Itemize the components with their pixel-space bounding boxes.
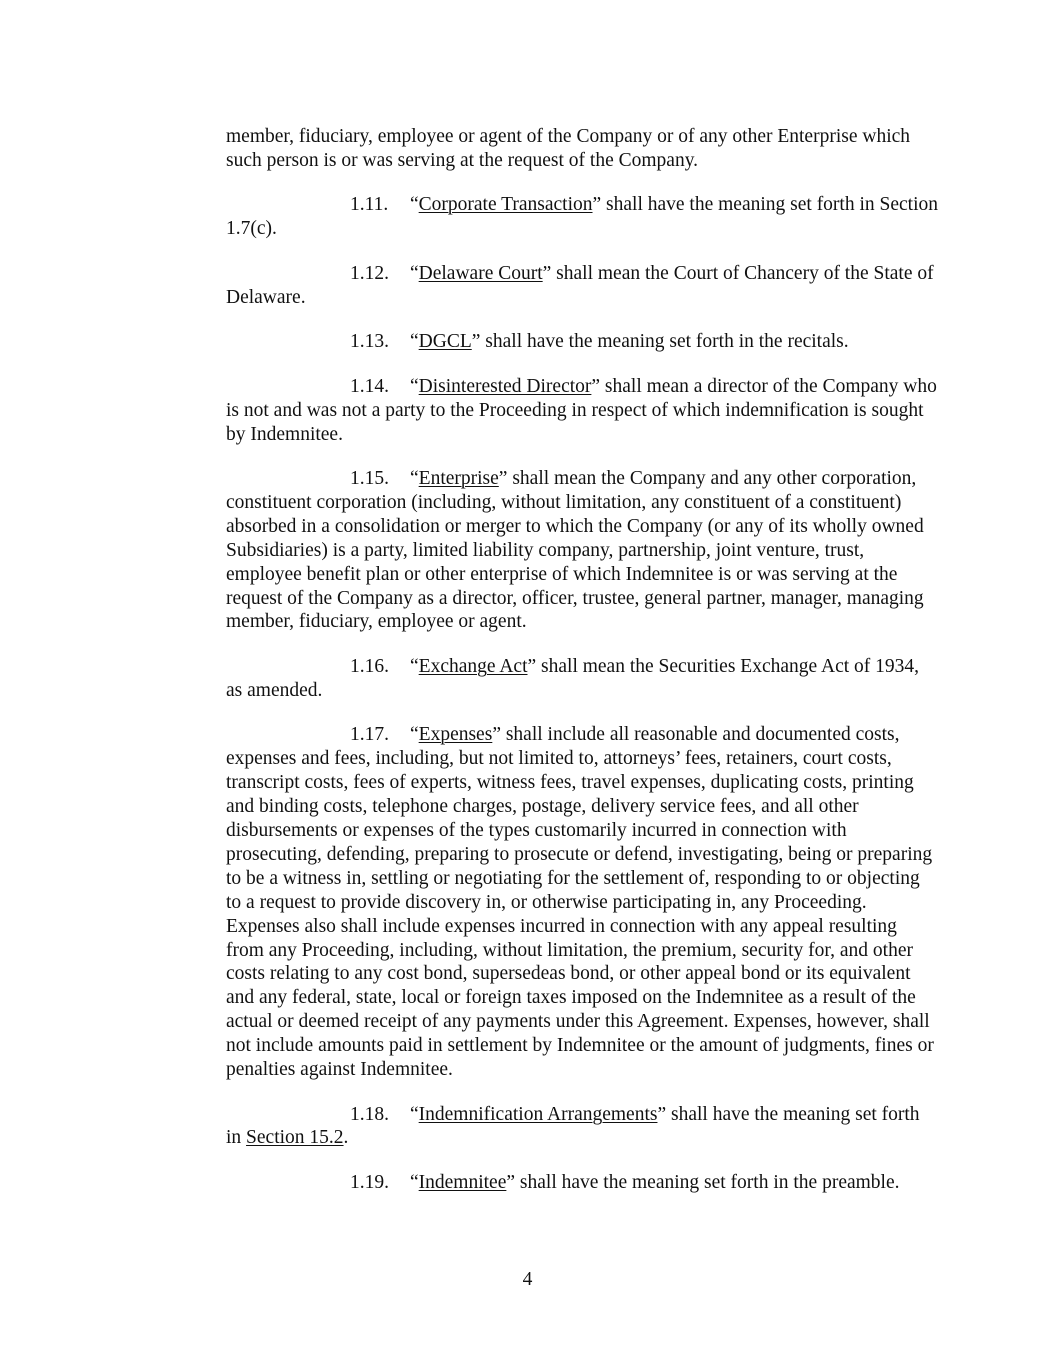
section-number: 1.11. bbox=[350, 194, 389, 216]
open-quote: “ bbox=[410, 1171, 419, 1193]
section-number: 1.17. bbox=[350, 724, 389, 746]
definition-text: ” shall have the meaning set forth in the preamble. bbox=[506, 1171, 900, 1193]
defined-term: Enterprise bbox=[418, 468, 499, 490]
section-number: 1.18. bbox=[350, 1103, 389, 1125]
defined-term: Expenses bbox=[418, 724, 493, 746]
definition-1-15 bbox=[226, 467, 938, 634]
section-number: 1.12. bbox=[350, 262, 389, 284]
section-number: 1.14. bbox=[350, 375, 389, 397]
definition-text: ” shall include all reasonable and documented costs, expenses and fees, including, but not limited to, attorneys’ fees, retainers, court costs, transcript costs, fees of experts, witness fees, travel expenses, duplicating costs, printing and binding costs, telephone charges, postage, delivery service fees, and all other disbursements or expenses of the types customarily incurred in connection with prosecuting, defending, preparing to prosecute or defend, investigating, being or preparing to be a witness in, settling or negotiating for the settlement of, responding to or objecting to a request to provide discovery in, or otherwise participating in, any Proceeding. Expenses also shall include expenses incurred in connection with any appeal resulting from any Proceeding, including, without limitation, the premium, security for, and other costs relating to any cost bond, supersedeas bond, or other appeal bond or its equivalent and any federal, state, local or foreign taxes imposed on the Indemnitee as a result of the actual or deemed receipt of any payments under this Agreement. Expenses, however, shall not include amounts paid in settlement by Indemnitee or the amount of judgments, fines or penalties against Indemnitee. bbox=[226, 724, 934, 1081]
page-number: 4 bbox=[522, 1269, 533, 1290]
definition-1-16 bbox=[226, 655, 938, 703]
section-number: 1.19. bbox=[350, 1171, 389, 1193]
defined-term: Corporate Transaction bbox=[418, 194, 593, 216]
definition-text: ” shall mean the Company and any other corporation, constituent corporation (including, without limitation, any constituent of a constituent) absorbed in a consolidation or merger to which the Company (or any of its wholly owned Subsidiaries) is a party, limited liability company, partnership, joint venture, trust, employee benefit plan or other enterprise of which Indemnitee is or was serving at the request of the Company as a director, officer, trustee, general partner, manager, managing member, fiduciary, employee or agent. bbox=[226, 468, 924, 633]
open-quote: “ bbox=[410, 1103, 419, 1125]
open-quote: “ bbox=[410, 194, 419, 216]
section-number: 1.13. bbox=[350, 331, 389, 353]
defined-term: DGCL bbox=[418, 331, 472, 353]
definition-1-19 bbox=[226, 1171, 938, 1195]
definition-1-12 bbox=[226, 262, 938, 310]
defined-term: Disinterested Director bbox=[418, 375, 592, 397]
definition-text: ” shall mean the Securities Exchange Act of 1934, as amended. bbox=[226, 655, 920, 701]
defined-term: Exchange Act bbox=[418, 655, 528, 677]
open-quote: “ bbox=[410, 724, 419, 746]
definition-1-11 bbox=[226, 193, 938, 241]
open-quote: “ bbox=[410, 331, 419, 353]
definition-text-end: . bbox=[343, 1127, 349, 1149]
definition-1-14 bbox=[226, 375, 938, 447]
definition-text: ” shall mean the Court of Chancery of the State of Delaware. bbox=[226, 262, 934, 308]
definition-1-13 bbox=[226, 330, 938, 354]
definition-text: ” shall have the meaning set forth in the recitals. bbox=[471, 331, 849, 353]
defined-term: Indemnification Arrangements bbox=[418, 1103, 658, 1125]
section-cross-reference: Section 15.2 bbox=[246, 1127, 344, 1149]
definition-1-18 bbox=[226, 1103, 938, 1151]
definition-text: ” shall mean a director of the Company who is not and was not a party to the Proceeding in respect of which indemnification is sought by Indemnitee. bbox=[226, 375, 937, 445]
definition-text: ” shall have the meaning set forth in bbox=[226, 1103, 920, 1149]
defined-term: Indemnitee bbox=[418, 1171, 507, 1193]
section-number: 1.16. bbox=[350, 655, 389, 677]
open-quote: “ bbox=[410, 655, 419, 677]
open-quote: “ bbox=[410, 262, 419, 284]
document-body bbox=[226, 125, 938, 1195]
open-quote: “ bbox=[410, 468, 419, 490]
definition-text: ” shall have the meaning set forth in Section 1.7(c). bbox=[226, 194, 939, 240]
open-quote: “ bbox=[410, 375, 419, 397]
defined-term: Delaware Court bbox=[418, 262, 543, 284]
continuation-paragraph: member, fiduciary, employee or agent of the Company or of any other Enterprise which such person is or was serving at the request of the Company. bbox=[226, 126, 911, 171]
definition-1-17 bbox=[226, 723, 938, 1082]
section-number: 1.15. bbox=[350, 468, 389, 490]
